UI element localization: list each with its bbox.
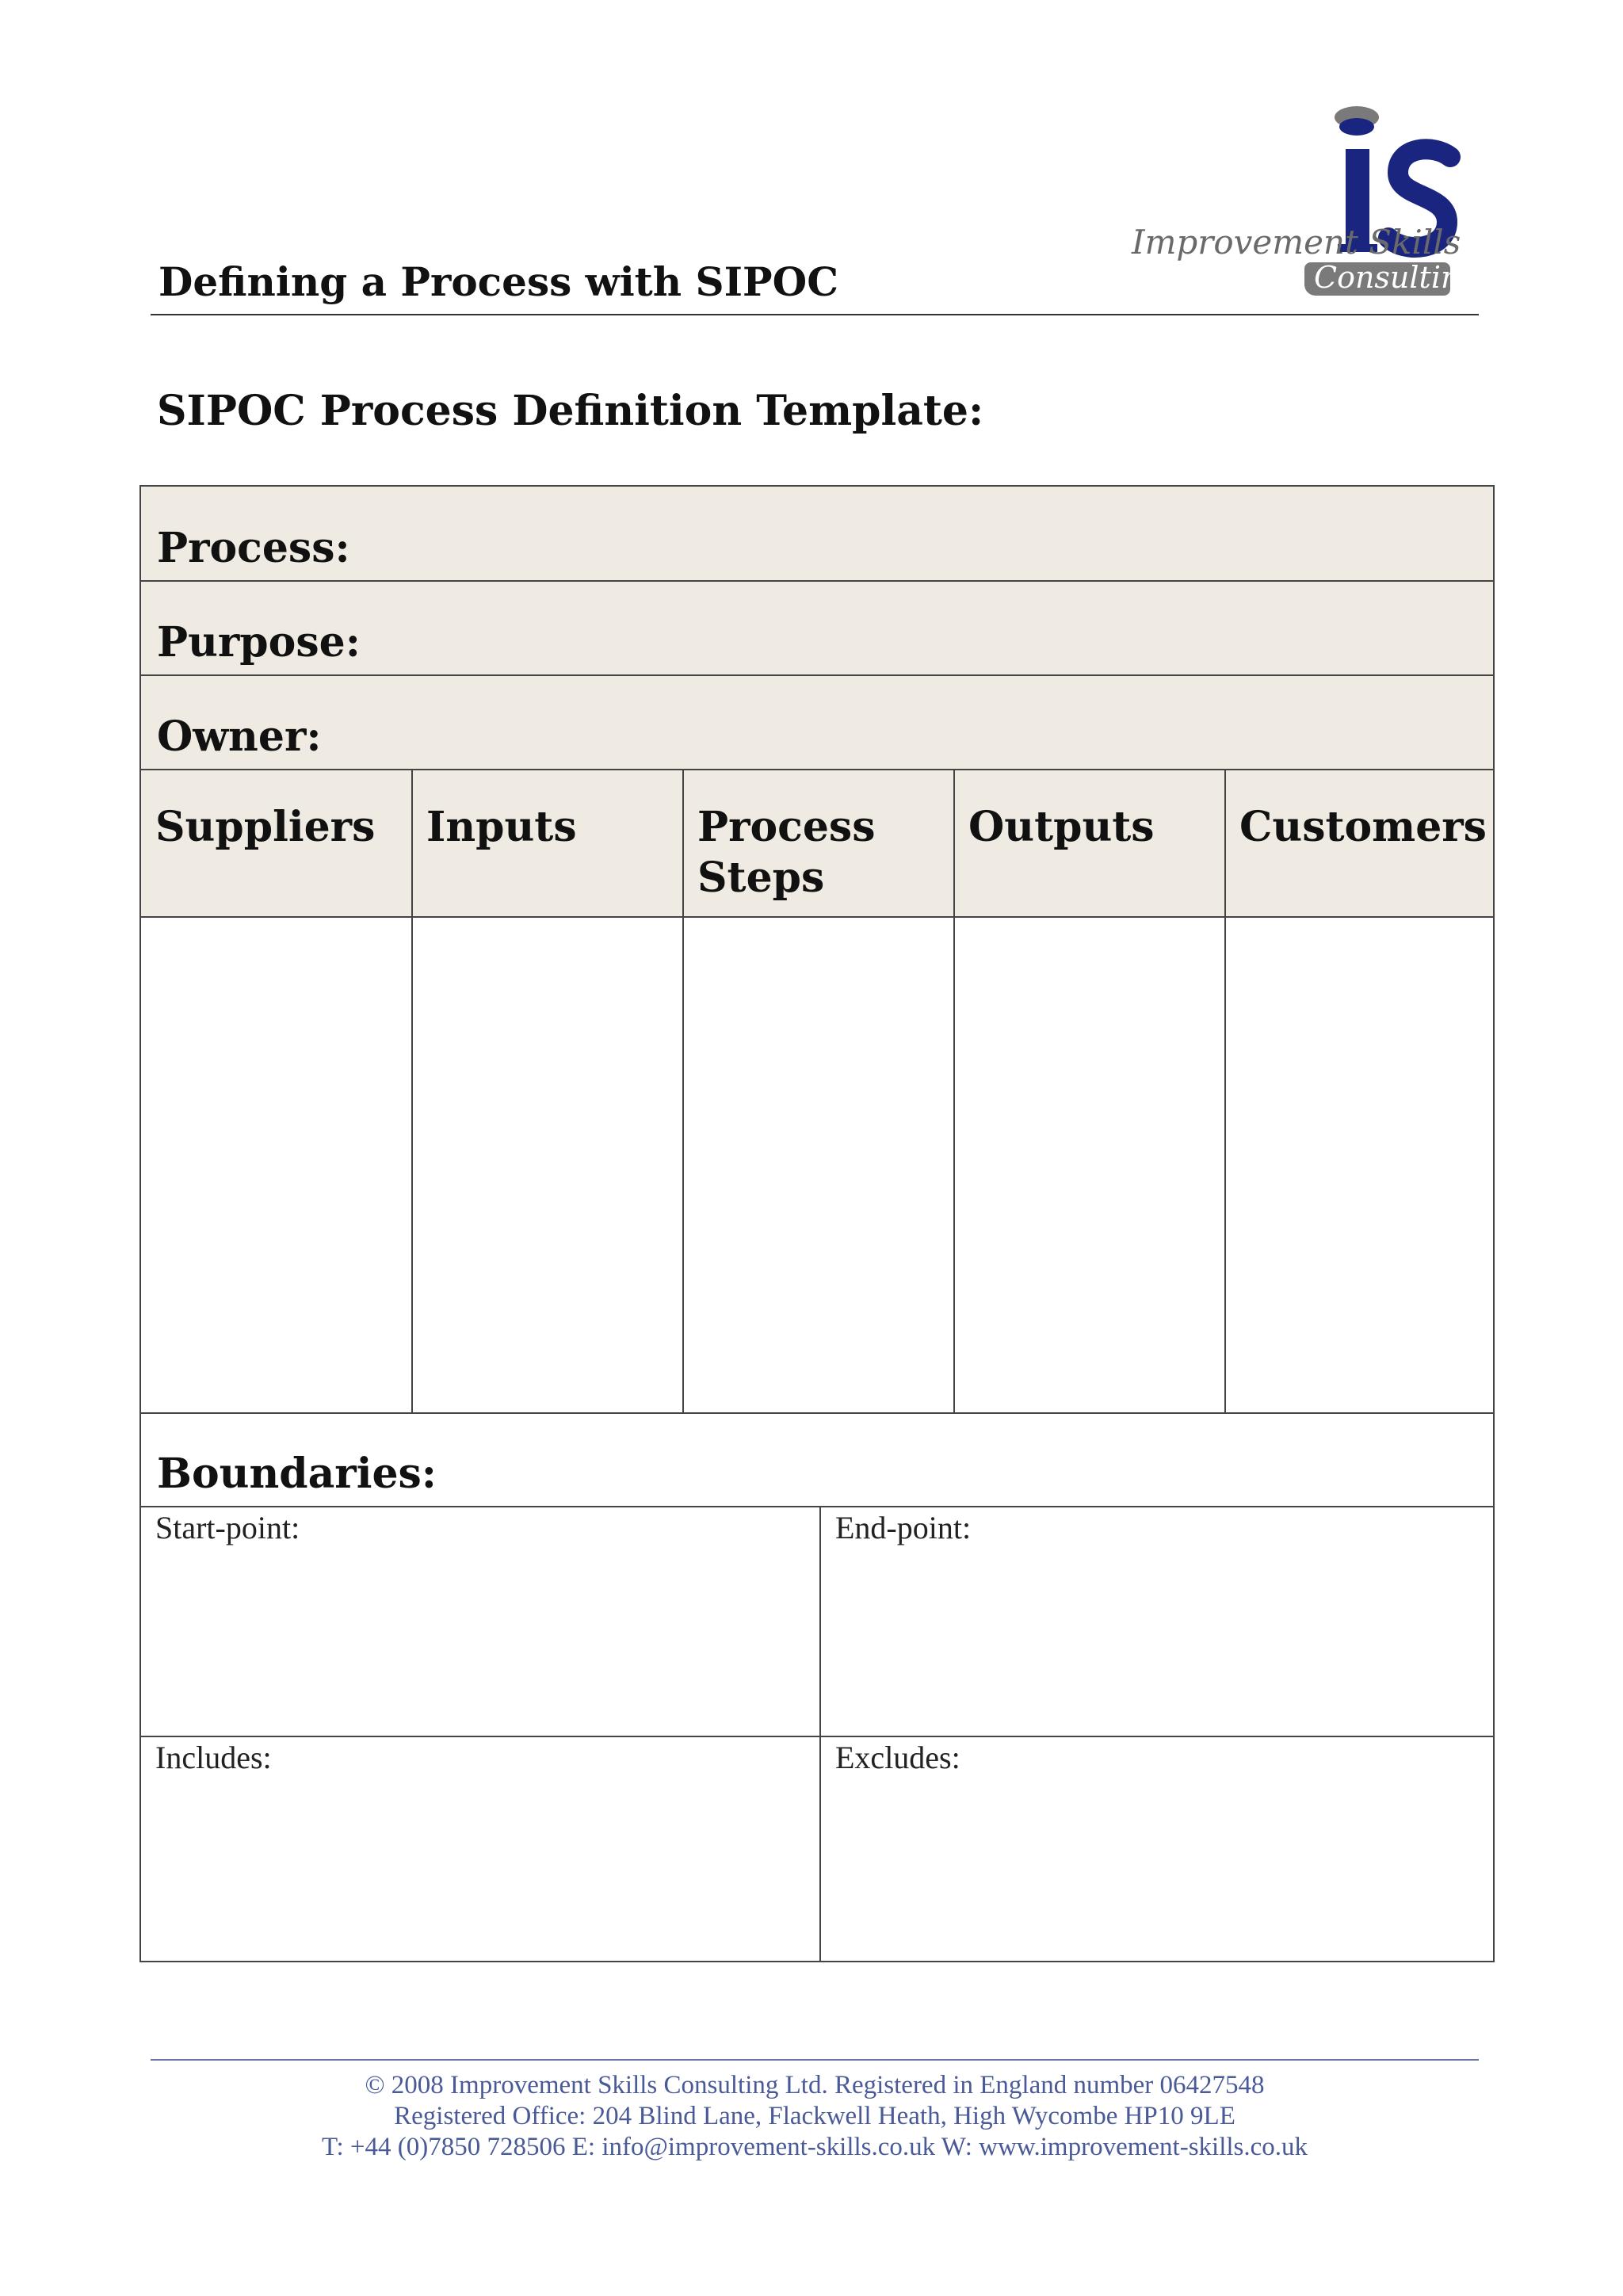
template-title: SIPOC Process Definition Template:	[157, 387, 984, 435]
column-header-label: Inputs	[426, 803, 577, 851]
column-header-process-steps	[683, 770, 954, 918]
column-divider	[1224, 770, 1226, 1412]
process-field-row[interactable]	[141, 487, 1493, 582]
footer-address: Registered Office: 204 Blind Lane, Flackwell Heath, High Wycombe HP10 9LE	[394, 2102, 1235, 2130]
header-rule	[151, 314, 1479, 315]
footer-rule	[151, 2059, 1479, 2061]
company-logo	[1109, 100, 1482, 306]
logo-wordmark: Improvement Skills	[1132, 223, 1461, 262]
column-divider	[682, 770, 684, 1412]
process-label: Process:	[157, 524, 350, 572]
boundaries-label: Boundaries:	[157, 1450, 437, 1498]
start-point-label: Start-point:	[155, 1510, 300, 1545]
end-point-cell[interactable]	[821, 1507, 1493, 1736]
column-header-inputs	[412, 770, 683, 918]
column-header-suppliers	[141, 770, 412, 918]
outputs-cell[interactable]	[954, 918, 1225, 1412]
footer-copyright: © 2008 Improvement Skills Consulting Ltd. Registered in England number 06427548	[365, 2071, 1265, 2099]
page-footer	[151, 2059, 1479, 2163]
start-point-cell[interactable]	[141, 1507, 819, 1736]
column-divider	[411, 770, 413, 1412]
end-point-label: End-point:	[835, 1510, 972, 1545]
column-header-customers	[1225, 770, 1493, 918]
sipoc-form-table	[139, 485, 1495, 1962]
purpose-field-row[interactable]	[141, 582, 1493, 676]
customers-cell[interactable]	[1225, 918, 1493, 1412]
boundary-row-divider	[141, 1736, 1493, 1737]
purpose-label: Purpose:	[157, 618, 361, 667]
document-title: Defining a Process with SIPOC	[158, 258, 838, 305]
includes-cell[interactable]	[141, 1737, 819, 1961]
column-header-label: Suppliers	[155, 803, 376, 851]
boundaries-row	[141, 1412, 1493, 1507]
owner-label: Owner:	[157, 712, 322, 761]
logo-subwordmark: Consulting	[1314, 260, 1480, 295]
footer-contact: T: +44 (0)7850 728506 E: info@improvement-skills.co.uk W: www.improvement-skills.co.uk	[321, 2133, 1308, 2161]
suppliers-cell[interactable]	[141, 918, 412, 1412]
process-steps-cell[interactable]	[683, 918, 954, 1412]
column-header-label: Customers	[1239, 803, 1487, 851]
column-header-outputs	[954, 770, 1225, 918]
column-header-label: Process Steps	[697, 803, 876, 902]
includes-label: Includes:	[155, 1740, 272, 1775]
excludes-cell[interactable]	[821, 1737, 1493, 1961]
excludes-label: Excludes:	[835, 1740, 960, 1775]
inputs-cell[interactable]	[412, 918, 683, 1412]
column-header-label: Outputs	[968, 803, 1155, 851]
column-divider	[953, 770, 955, 1412]
boundary-column-divider	[819, 1507, 821, 1962]
owner-field-row[interactable]	[141, 676, 1493, 770]
